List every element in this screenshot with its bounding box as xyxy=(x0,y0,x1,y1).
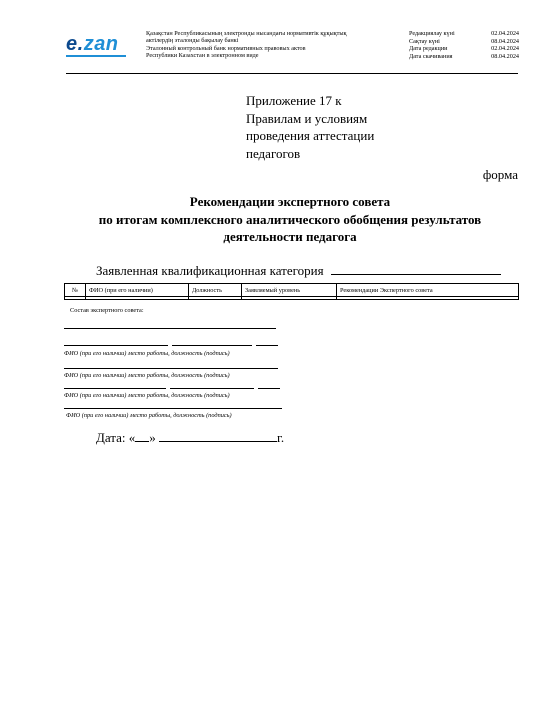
date-mid: » xyxy=(149,430,156,445)
org-line: Эталонный контрольный банк нормативных правовых актов xyxy=(146,44,306,52)
category-input-line[interactable] xyxy=(331,262,501,275)
date-prefix: Дата: « xyxy=(96,430,136,445)
category-field xyxy=(96,262,501,279)
meta-value: 08.04.2024 xyxy=(491,52,519,60)
meta-value: 02.04.2024 xyxy=(491,45,519,53)
signature-line[interactable] xyxy=(258,388,280,389)
header-cell-name: ФИО (при его наличии) xyxy=(86,284,189,297)
ezan-logo xyxy=(66,33,119,55)
title-line: по итогам комплексного аналитического обобщения результатов xyxy=(98,211,482,227)
meta-row xyxy=(409,30,519,38)
council-label: Состав экспертного совета: xyxy=(70,307,144,314)
signature-line[interactable] xyxy=(64,408,282,409)
signature-label: ФИО (при его наличии) место работы, должность (подпись) xyxy=(64,372,230,379)
header-meta xyxy=(409,30,519,60)
meta-row xyxy=(409,38,519,46)
meta-label: Дата скачивания xyxy=(409,52,453,60)
meta-row xyxy=(409,45,519,53)
date-suffix: г. xyxy=(277,430,285,445)
table-header-row xyxy=(65,284,519,297)
meta-label: Сақтау күні xyxy=(409,37,440,45)
org-line: актілердің эталонды бақылау банкі xyxy=(146,37,239,45)
appendix-line: Приложение 17 к xyxy=(246,93,342,108)
header-divider xyxy=(66,73,518,74)
org-line: Республики Казахстан в электронном виде xyxy=(146,52,259,60)
signature-label: ФИО (при его наличии) место работы, должность (подпись) xyxy=(64,350,230,357)
org-line: Қазақстан Республикасының электронды нысандағы нормативтік құқықтық xyxy=(146,30,347,37)
table-cell[interactable] xyxy=(65,297,86,300)
date-field xyxy=(96,429,284,446)
signature-line[interactable] xyxy=(64,328,276,329)
meta-row xyxy=(409,53,519,61)
header-cell-level: Заявляемый уровень xyxy=(242,284,337,297)
signature-line[interactable] xyxy=(172,345,252,346)
table-cell[interactable] xyxy=(242,297,337,300)
signature-label: ФИО (при его наличии) место работы, должность (подпись) xyxy=(64,392,230,399)
title-line: Рекомендации экспертного совета xyxy=(189,194,391,209)
document-title xyxy=(60,193,520,246)
signature-line[interactable] xyxy=(170,388,254,389)
form-label: форма xyxy=(482,167,518,182)
meta-label: Дата редакции xyxy=(409,45,448,53)
signature-line[interactable] xyxy=(64,368,278,369)
appendix-line: педагогов xyxy=(246,145,301,161)
meta-value: 08.04.2024 xyxy=(491,37,519,45)
header-org-text xyxy=(146,30,391,60)
header-cell-recommendation: Рекомендации Экспертного совета xyxy=(337,284,519,297)
recommendation-table xyxy=(64,283,519,300)
table-cell[interactable] xyxy=(337,297,519,300)
date-month-year-input[interactable] xyxy=(159,429,277,442)
date-day-input[interactable] xyxy=(135,429,149,442)
meta-value: 02.04.2024 xyxy=(491,30,519,37)
logo-zan: zan xyxy=(83,33,119,55)
signature-line[interactable] xyxy=(256,345,278,346)
table-row xyxy=(65,297,519,300)
logo-underline xyxy=(66,55,126,57)
category-label: Заявленная квалификационная категория xyxy=(96,263,324,278)
logo-e: e. xyxy=(66,33,84,55)
appendix-note xyxy=(246,92,374,162)
appendix-line: проведения аттестации xyxy=(246,128,375,143)
title-line: деятельности педагога xyxy=(223,229,357,244)
table-cell[interactable] xyxy=(189,297,242,300)
meta-label: Редакциялау күні xyxy=(409,30,455,37)
signature-label: ФИО (при его наличии) место работы, должность (подпись) xyxy=(66,412,232,419)
appendix-line: Правилам и условиям xyxy=(246,110,368,126)
signature-line[interactable] xyxy=(64,388,166,389)
signature-line[interactable] xyxy=(64,345,168,346)
table-cell[interactable] xyxy=(86,297,189,300)
header-cell-number: № xyxy=(65,284,86,297)
header-cell-position: Должность xyxy=(189,284,242,297)
